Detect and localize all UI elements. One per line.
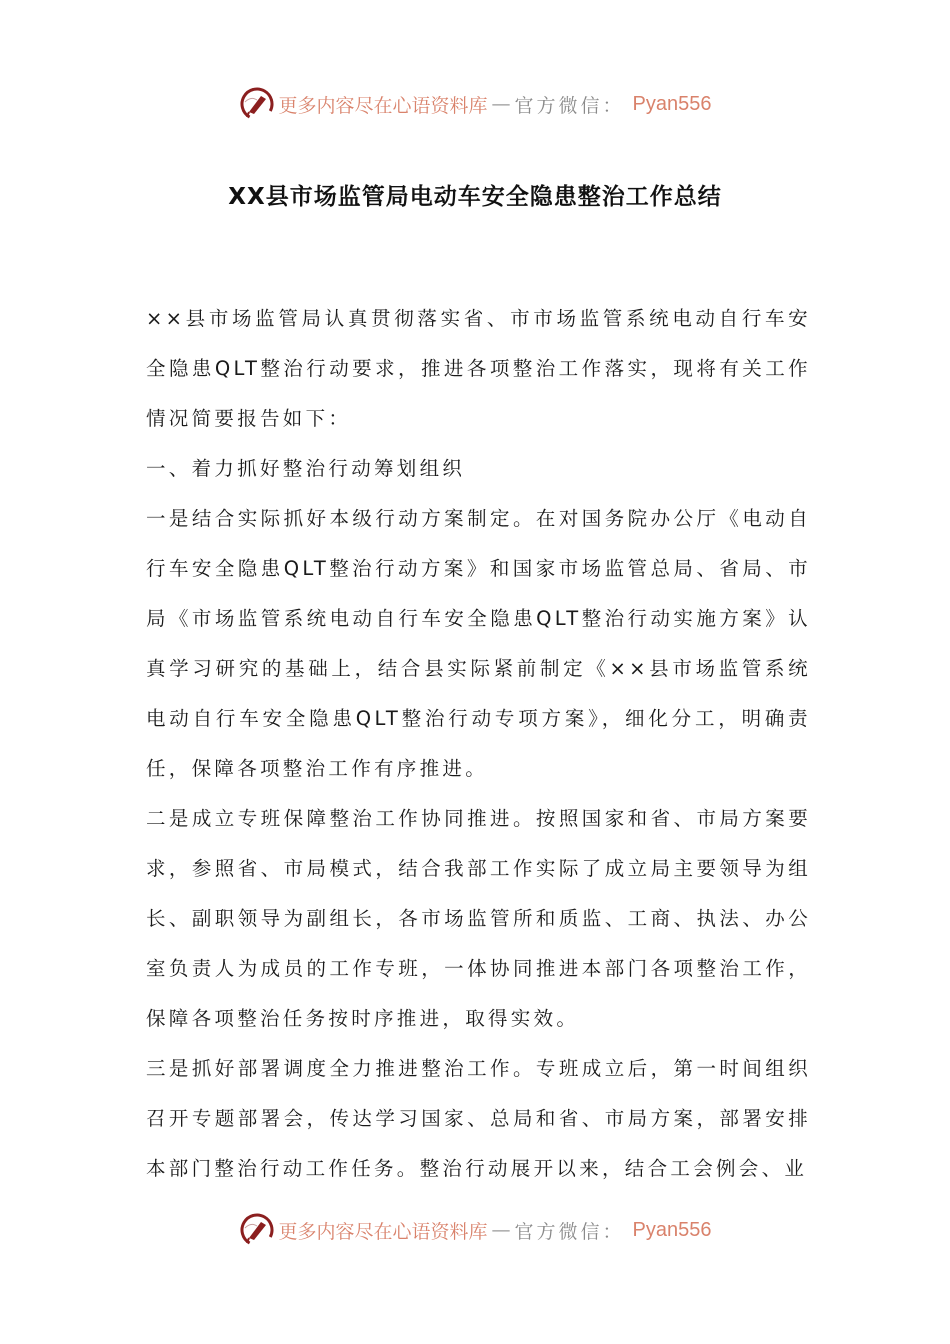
watermark-wechat-label: 官方微信： xyxy=(514,1220,625,1243)
header-watermark xyxy=(0,82,950,126)
watermark-banner xyxy=(239,86,712,122)
document-body xyxy=(146,294,811,1194)
watermark-banner xyxy=(239,1212,712,1248)
intro-paragraph: ××县市场监管局认真贯彻落实省、市市场监管系统电动自行车安全隐患QLT整治行动要求，推进各项整治工作落实，现将有关工作情况简要报告如下： xyxy=(146,307,811,430)
watermark-wechat-label: 官方微信： xyxy=(514,94,625,117)
section-heading-1: 一、着力抓好整治行动筹划组织 xyxy=(146,457,466,480)
watermark-wechat-id: Pyan556 xyxy=(632,1218,712,1241)
quill-pen-logo-icon xyxy=(239,86,275,122)
watermark-dash: — xyxy=(491,1219,511,1241)
body-paragraph: 二是成立专班保障整治工作协同推进。按照国家和省、市局方案要求，参照省、市局模式，结合我部工作实际了成立局主要领导为组长、副职领导为副组长，各市场监管所和质监、工商、执法、办公室负责人为成员的工作专班，一体协同推进本部门各项整治工作，保障各项整治任务按时序推进，取得实效。 xyxy=(146,807,811,1030)
footer-watermark xyxy=(0,1208,950,1252)
document-title: XX县市场监管局电动车安全隐患整治工作总结 xyxy=(228,184,722,210)
watermark-prefix-text: 更多内容尽在心语资料库 xyxy=(278,94,488,117)
body-paragraph: 一是结合实际抓好本级行动方案制定。在对国务院办公厅《电动自行车安全隐患QLT整治行动方案》和国家市场监管总局、省局、市局《市场监管系统电动自行车安全隐患QLT整治行动实施方案》认真学习研究的基础上，结合县实际紧前制定《××县市场监管系统电动自行车安全隐患QLT整治行动专项方案》，细化分工，明确责任，保障各项整治工作有序推进。 xyxy=(146,507,811,780)
watermark-prefix-text: 更多内容尽在心语资料库 xyxy=(278,1220,488,1243)
body-paragraph: 三是抓好部署调度全力推进整治工作。专班成立后，第一时间组织召开专题部署会，传达学习国家、总局和省、市局方案，部署安排本部门整治行动工作任务。整治行动展开以来，结合工会例会、业 xyxy=(146,1057,811,1180)
watermark-wechat-id: Pyan556 xyxy=(632,92,712,115)
quill-pen-logo-icon xyxy=(239,1212,275,1248)
watermark-dash: — xyxy=(491,93,511,115)
